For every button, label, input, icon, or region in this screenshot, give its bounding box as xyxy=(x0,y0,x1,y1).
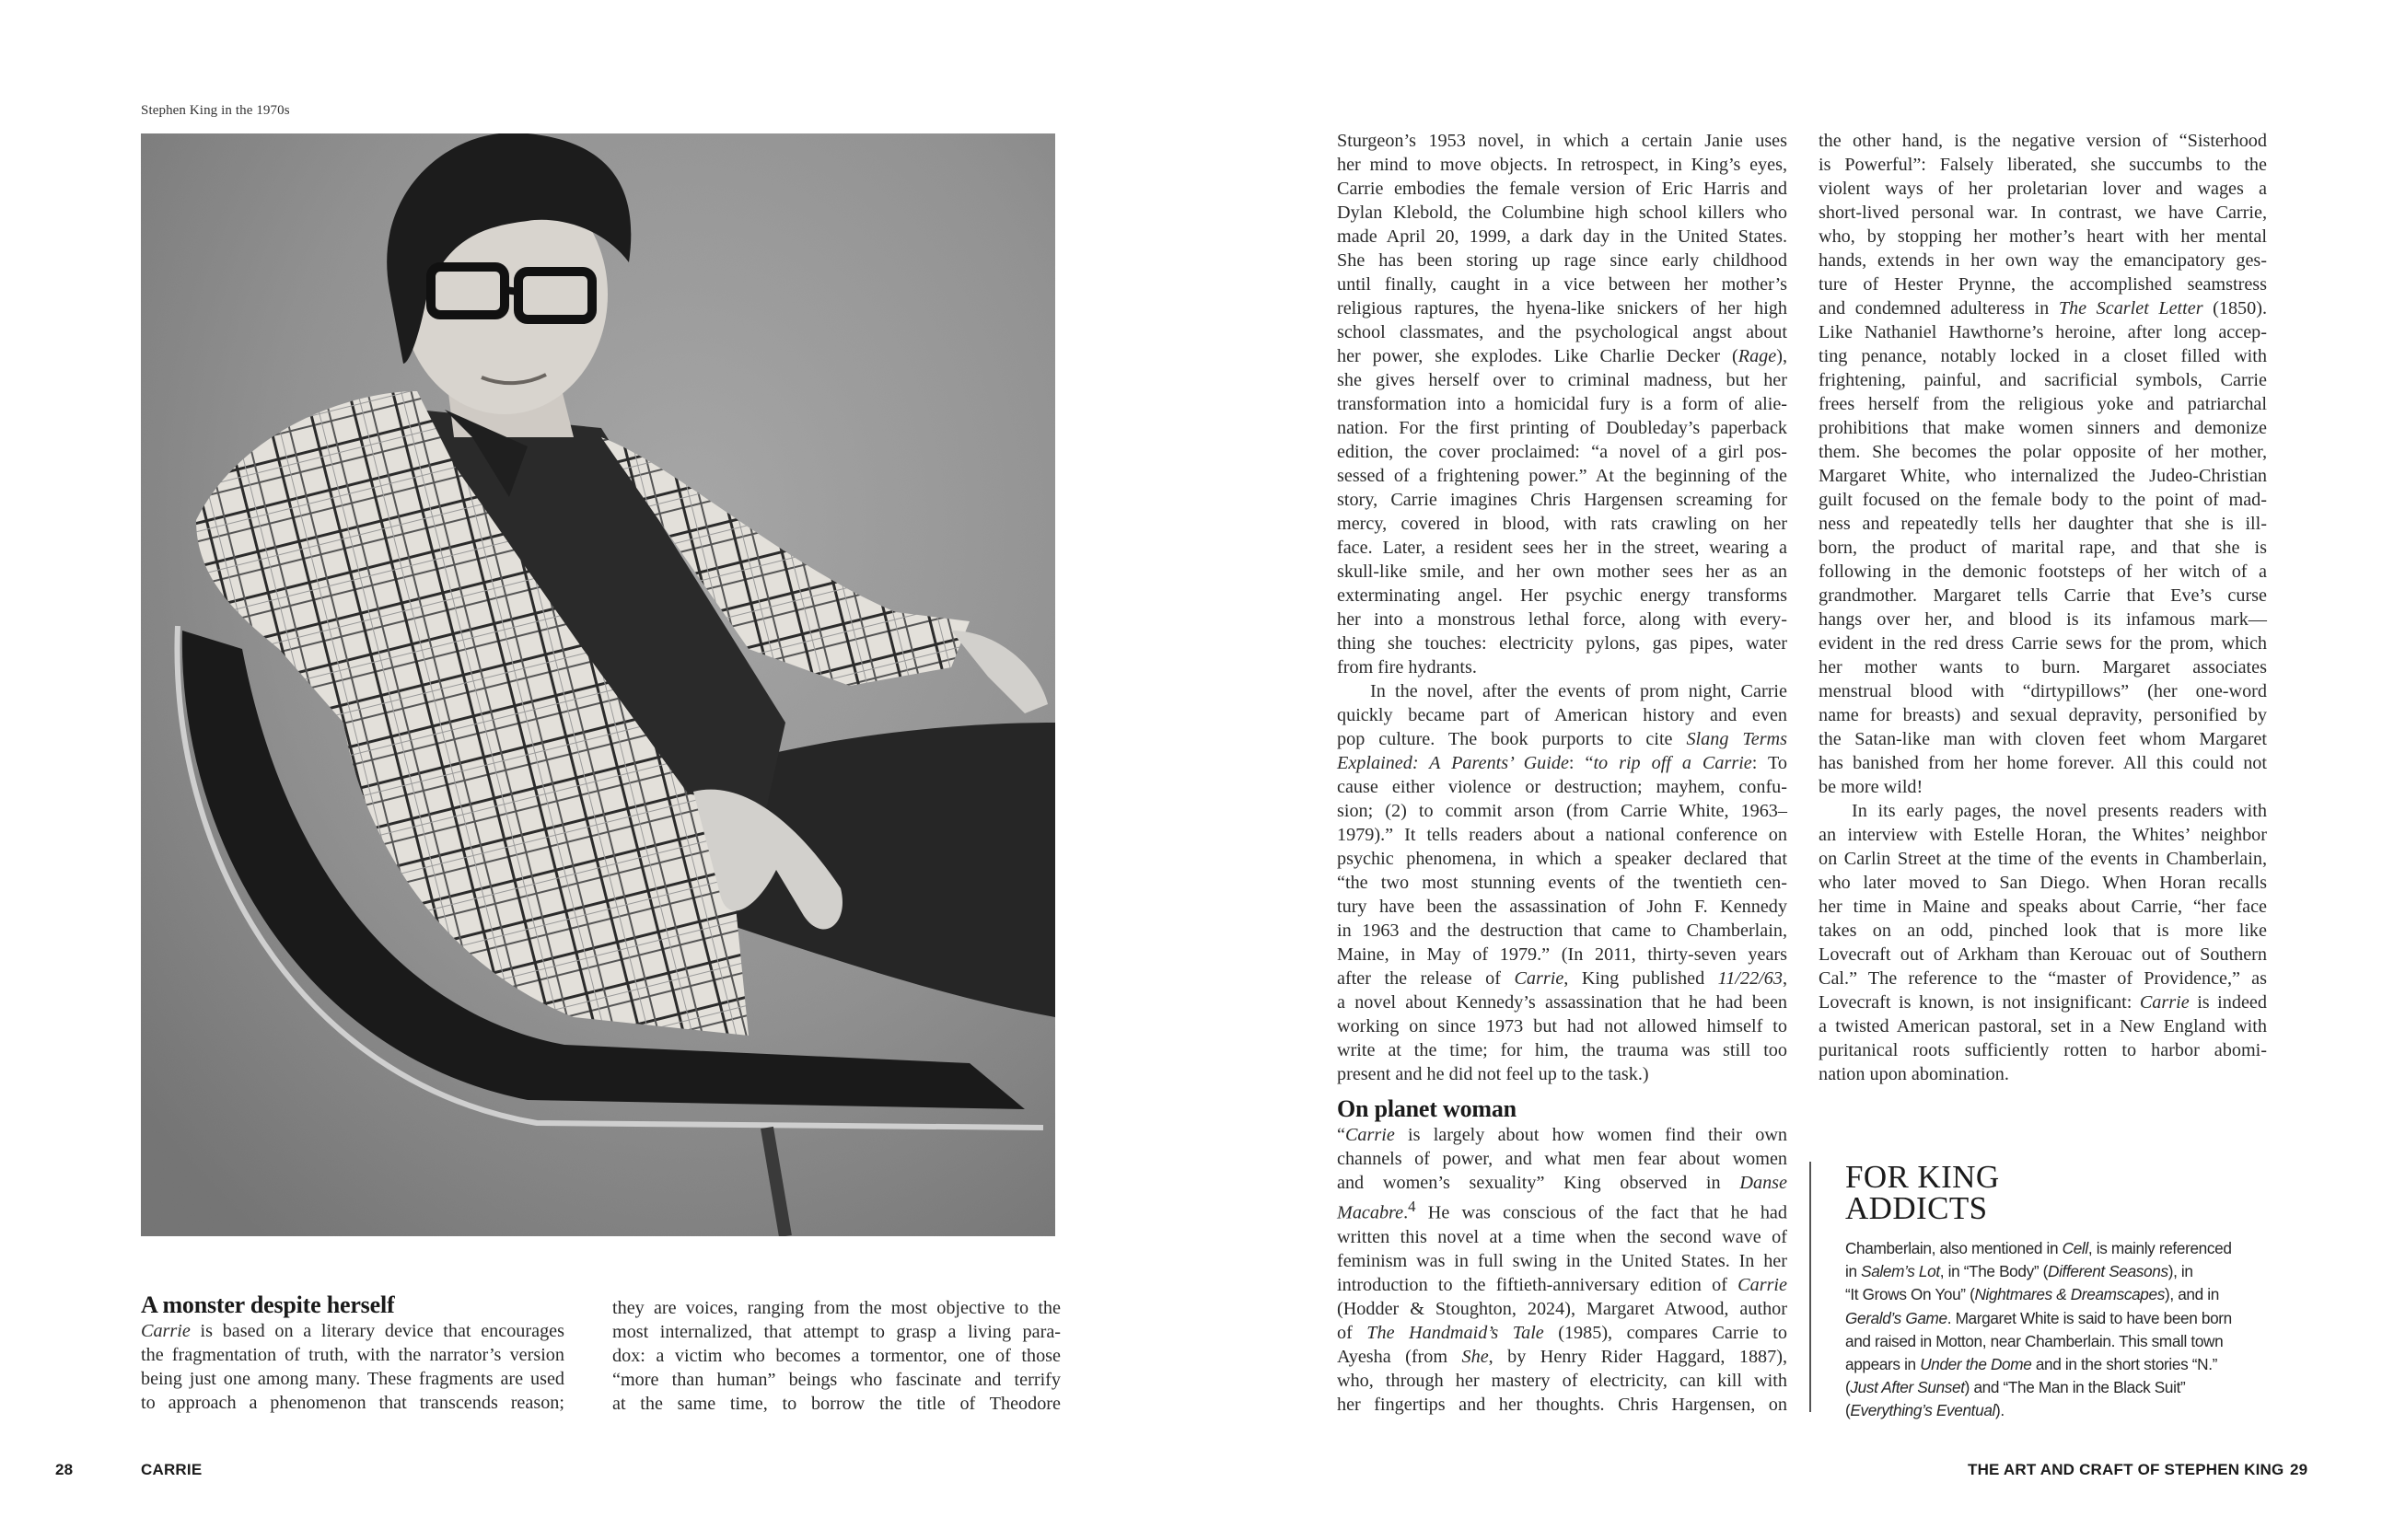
text-line: guilt focused on the female body to the point of mad- xyxy=(1819,490,2267,510)
paragraph-hargensen xyxy=(1819,129,2267,799)
text-line: until finally, caught in a vice between her mother’s xyxy=(1337,274,1787,295)
text-line: her time in Maine and speaks about Carrie, “her face xyxy=(1819,897,2267,917)
text-line: She has been storing up rage since early childhood xyxy=(1337,250,1787,271)
text-line: “It Grows On You” (Nightmares & Dreamscapes), and in xyxy=(1845,1285,2219,1304)
text-line: she gives herself over to criminal madness, but her xyxy=(1337,370,1787,390)
text-line: at the same time, to borrow the title of Theodore xyxy=(612,1394,1061,1414)
paragraph-monster-intro xyxy=(141,1319,564,1415)
text-line: the fragmentation of truth, with the narrator’s version xyxy=(141,1345,564,1365)
text-line: ness and repeatedly tells her daughter that she is ill- xyxy=(1819,514,2267,534)
article-column-right-1 xyxy=(1337,129,1787,1417)
text-line: frightening, painful, and sacrificial symbols, Carrie xyxy=(1819,370,2267,390)
page-number-left: 28 xyxy=(55,1461,74,1478)
text-line: Ayesha (from She, by Henry Rider Haggard, 1887), xyxy=(1337,1346,1787,1367)
section-heading-monster: A monster despite herself xyxy=(141,1291,395,1318)
text-line: (Hodder & Stoughton, 2024), Margaret Atwood, author xyxy=(1337,1298,1787,1319)
text-line: Lovecraft is known, is not insignificant: Carrie is indeed xyxy=(1819,992,2267,1013)
text-line: Dylan Klebold, the Columbine high school killers who xyxy=(1337,203,1787,223)
paragraph-sturgeon xyxy=(1337,129,1787,679)
text-line: Chamberlain, also mentioned in Cell, is mainly referenced xyxy=(1845,1239,2232,1257)
text-line: prohibitions that make women sinners and demonize xyxy=(1819,418,2267,438)
text-line: an interview with Estelle Horan, the Whites’ neighbor xyxy=(1819,825,2267,845)
running-title-left: CARRIE xyxy=(141,1461,203,1478)
text-line: most internalized, that attempt to grasp a living para- xyxy=(612,1322,1061,1342)
text-line: hangs over her, and blood is its infamous mark— xyxy=(1819,609,2267,630)
text-line: “more than human” beings who fascinate and terrify xyxy=(612,1370,1061,1390)
text-line: who, through her mastery of electricity, can kill with xyxy=(1337,1370,1787,1391)
text-line: nation upon abomination. xyxy=(1819,1064,2009,1084)
text-line: being just one among many. These fragments are used xyxy=(141,1369,564,1389)
text-line: evident in the red dress Carrie sews for the prom, which xyxy=(1819,633,2267,654)
text-line: menstrual blood with “dirtypillows” (her one-word xyxy=(1819,681,2267,701)
text-line: Carrie embodies the female version of Eric Harris and xyxy=(1337,179,1787,199)
text-line: feminism was in full swing in the United States. In her xyxy=(1337,1250,1787,1271)
text-line: puritanical roots sufficiently rotten to harbor abomi- xyxy=(1819,1040,2267,1060)
article-column-right-2 xyxy=(1819,129,2267,1086)
text-line: following in the demonic footsteps of her witch of a xyxy=(1819,562,2267,582)
text-line: Lovecraft out of Arkham than Kerouac out of Southern xyxy=(1819,944,2267,965)
text-line: to approach a phenomenon that transcends reason; xyxy=(141,1393,564,1413)
text-line: her fingertips and her thoughts. Chris Hargensen, on xyxy=(1337,1394,1787,1415)
text-line: her power, she explodes. Like Charlie Decker (Rage), xyxy=(1337,346,1787,366)
text-line: frees herself from the religious yoke and patriarchal xyxy=(1819,394,2267,414)
text-line: the other hand, is the negative version of “Sisterhood xyxy=(1819,131,2267,151)
text-line: on Carlin Street at the time of the events in Chamberlain, xyxy=(1819,849,2267,869)
text-line: takes on an odd, pinched look that is more like xyxy=(1819,921,2267,941)
section-heading-planet-woman: On planet woman xyxy=(1337,1095,1517,1122)
text-line: religious raptures, the hyena-like snickers of her high xyxy=(1337,298,1787,318)
text-line: ture of Hester Prynne, the accomplished seamstress xyxy=(1819,274,2267,295)
text-line: in 1963 and the destruction that came to Chamberlain, xyxy=(1337,921,1787,941)
text-line: short-lived personal war. In contrast, we have Carrie, xyxy=(1819,203,2267,223)
text-line: pop culture. The book purports to cite Slang Terms xyxy=(1337,729,1787,749)
text-line: Cal.” The reference to the “master of Providence,” as xyxy=(1819,968,2267,989)
text-line: her mother wants to burn. Margaret associates xyxy=(1819,657,2267,677)
text-line: dox: a victim who becomes a tormentor, one of those xyxy=(612,1346,1061,1366)
text-line: and raised in Motton, near Chamberlain. This small town xyxy=(1845,1331,2224,1350)
text-line: exterminating angel. Her psychic energy transforms xyxy=(1337,585,1787,606)
text-line: grandmother. Margaret tells Carrie that Eve’s curse xyxy=(1819,585,2267,606)
text-line: and condemned adulteress in The Scarlet Letter (1850). xyxy=(1819,298,2268,318)
text-line: is Powerful”: Falsely liberated, she succumbs to the xyxy=(1819,155,2267,175)
text-line: her into a monstrous lethal force, along with every- xyxy=(1337,609,1787,630)
text-line: a novel about Kennedy’s assassination that he had been xyxy=(1337,992,1787,1013)
text-line: face. Later, a resident sees her in the street, wearing a xyxy=(1337,538,1787,558)
text-line: write at the time; for him, the trauma was still too xyxy=(1337,1040,1787,1060)
article-column-left-2 xyxy=(612,1296,1061,1416)
text-line: In its early pages, the novel presents readers with xyxy=(1852,801,2267,821)
text-line: “Carrie is largely about how women find their own xyxy=(1337,1125,1787,1145)
text-line: 1979).” It tells readers about a national conference on xyxy=(1337,825,1787,845)
text-line: appears in Under the Dome and in the short stories “N.” xyxy=(1845,1355,2217,1374)
text-line: after the release of Carrie, King published 11/22/63, xyxy=(1337,968,1787,989)
article-column-left-1 xyxy=(141,1291,564,1415)
text-line: the Satan-like man with cloven feet whom Margaret xyxy=(1819,729,2267,749)
text-line: thing she touches: electricity pylons, gas pipes, water xyxy=(1337,633,1787,654)
text-line: Explained: A Parents’ Guide: “to rip off a Carrie: To xyxy=(1337,753,1787,773)
sidebar-body xyxy=(1845,1237,2232,1423)
text-line: (Just After Sunset) and “The Man in the Black Suit” xyxy=(1845,1378,2186,1397)
text-line: In the novel, after the events of prom night, Carrie xyxy=(1370,681,1787,701)
text-line: cause either violence or destruction; mayhem, confu- xyxy=(1337,777,1787,797)
text-line: psychic phenomena, in which a speaker declared that xyxy=(1337,849,1787,869)
text-line: from fire hydrants. xyxy=(1337,657,1477,677)
text-line: who, by stopping her mother’s heart with her mental xyxy=(1819,226,2267,247)
text-line: hands, extends in her own way the emancipatory ges- xyxy=(1819,250,2267,271)
author-portrait-photo xyxy=(141,133,1055,1236)
text-line: Margaret White, who internalized the Judeo-Christian xyxy=(1819,466,2267,486)
text-line: edition, the cover proclaimed: “a novel of a girl pos- xyxy=(1337,442,1787,462)
text-line: sessed of a frightening power.” At the beginning of the xyxy=(1337,466,1787,486)
text-line: violent ways of her proletarian lover and wages a xyxy=(1819,179,2267,199)
text-line: Maine, in May of 1979.” (In 2011, thirty-seven years xyxy=(1337,944,1787,965)
text-line: Sturgeon’s 1953 novel, in which a certain Janie uses xyxy=(1337,131,1787,151)
text-line: and women’s sexuality” King observed in Danse xyxy=(1337,1173,1787,1193)
text-line: name for breasts) and sexual depravity, personified by xyxy=(1819,705,2267,725)
text-line: in Salem’s Lot, in “The Body” (Different Seasons), in xyxy=(1845,1262,2193,1281)
text-line: nation. For the first printing of Doubleday’s paperback xyxy=(1337,418,1787,438)
sidebar-title-line-1: FOR KING xyxy=(1845,1159,2000,1195)
text-line: has banished from her home forever. All this could not xyxy=(1819,753,2267,773)
text-line: Carrie is based on a literary device that encourages xyxy=(141,1321,564,1341)
text-line: tury have been the assassination of John F. Kennedy xyxy=(1337,897,1787,917)
paragraph-prom-night xyxy=(1337,679,1787,1086)
text-line: a twisted American pastoral, set in a New England with xyxy=(1819,1016,2267,1036)
for-king-addicts-sidebar xyxy=(1809,1159,2244,1420)
running-title-right: THE ART AND CRAFT OF STEPHEN KING xyxy=(1968,1461,2284,1478)
page-number-right: 29 xyxy=(2290,1461,2308,1478)
text-line: channels of power, and what men fear about women xyxy=(1337,1149,1787,1169)
text-line: of The Handmaid’s Tale (1985), compares Carrie to xyxy=(1337,1322,1787,1343)
text-line: (Everything’s Eventual). xyxy=(1845,1401,2005,1420)
text-line: “the two most stunning events of the twentieth cen- xyxy=(1337,873,1787,893)
paragraph-planet-woman xyxy=(1337,1123,1787,1417)
text-line: introduction to the fiftieth-anniversary edition of Carrie xyxy=(1337,1274,1787,1295)
text-line: them. She becomes the polar opposite of her mother, xyxy=(1819,442,2267,462)
text-line: made April 20, 1999, a dark day in the United States. xyxy=(1337,226,1787,247)
text-line: her mind to move objects. In retrospect, in King’s eyes, xyxy=(1337,155,1787,175)
text-line: Gerald’s Game. Margaret White is said to have been born xyxy=(1845,1308,2232,1327)
text-line: transformation into a homicidal fury is a form of alie- xyxy=(1337,394,1787,414)
text-line: mercy, covered in blood, with rats crawling on her xyxy=(1337,514,1787,534)
sidebar-title-line-2: ADDICTS xyxy=(1845,1190,1988,1226)
text-line: Macabre.$^4$ He was conscious of the fact that he had xyxy=(1337,1198,1787,1223)
text-line: born, the product of marital rape, and that she is xyxy=(1819,538,2267,558)
text-line: who later moved to San Diego. When Horan recalls xyxy=(1819,873,2267,893)
text-line: ting penance, notably locked in a closet filled with xyxy=(1819,346,2267,366)
text-line: they are voices, ranging from the most objective to the xyxy=(612,1298,1061,1318)
text-line: story, Carrie imagines Chris Hargensen screaming for xyxy=(1337,490,1787,510)
text-line: Like Nathaniel Hawthorne’s heroine, after long accep- xyxy=(1819,322,2267,342)
paragraph-early-pages xyxy=(1819,799,2267,1086)
text-line: quickly became part of American history and even xyxy=(1337,705,1787,725)
text-line: skull-like smile, and her own mother sees her as an xyxy=(1337,562,1787,582)
text-line: school classmates, and the psychological angst about xyxy=(1337,322,1787,342)
portrait-illustration xyxy=(141,133,1055,1236)
photo-caption: Stephen King in the 1970s xyxy=(141,103,290,118)
sidebar-title xyxy=(1845,1159,2000,1226)
text-line: be more wild! xyxy=(1819,777,1923,797)
text-line: working on since 1973 but had not allowed himself to xyxy=(1337,1016,1787,1036)
text-line: present and he did not feel up to the task.) xyxy=(1337,1064,1649,1084)
text-line: sion; (2) to commit arson (from Carrie White, 1963– xyxy=(1337,801,1787,821)
text-line: written this novel at a time when the second wave of xyxy=(1337,1226,1787,1247)
